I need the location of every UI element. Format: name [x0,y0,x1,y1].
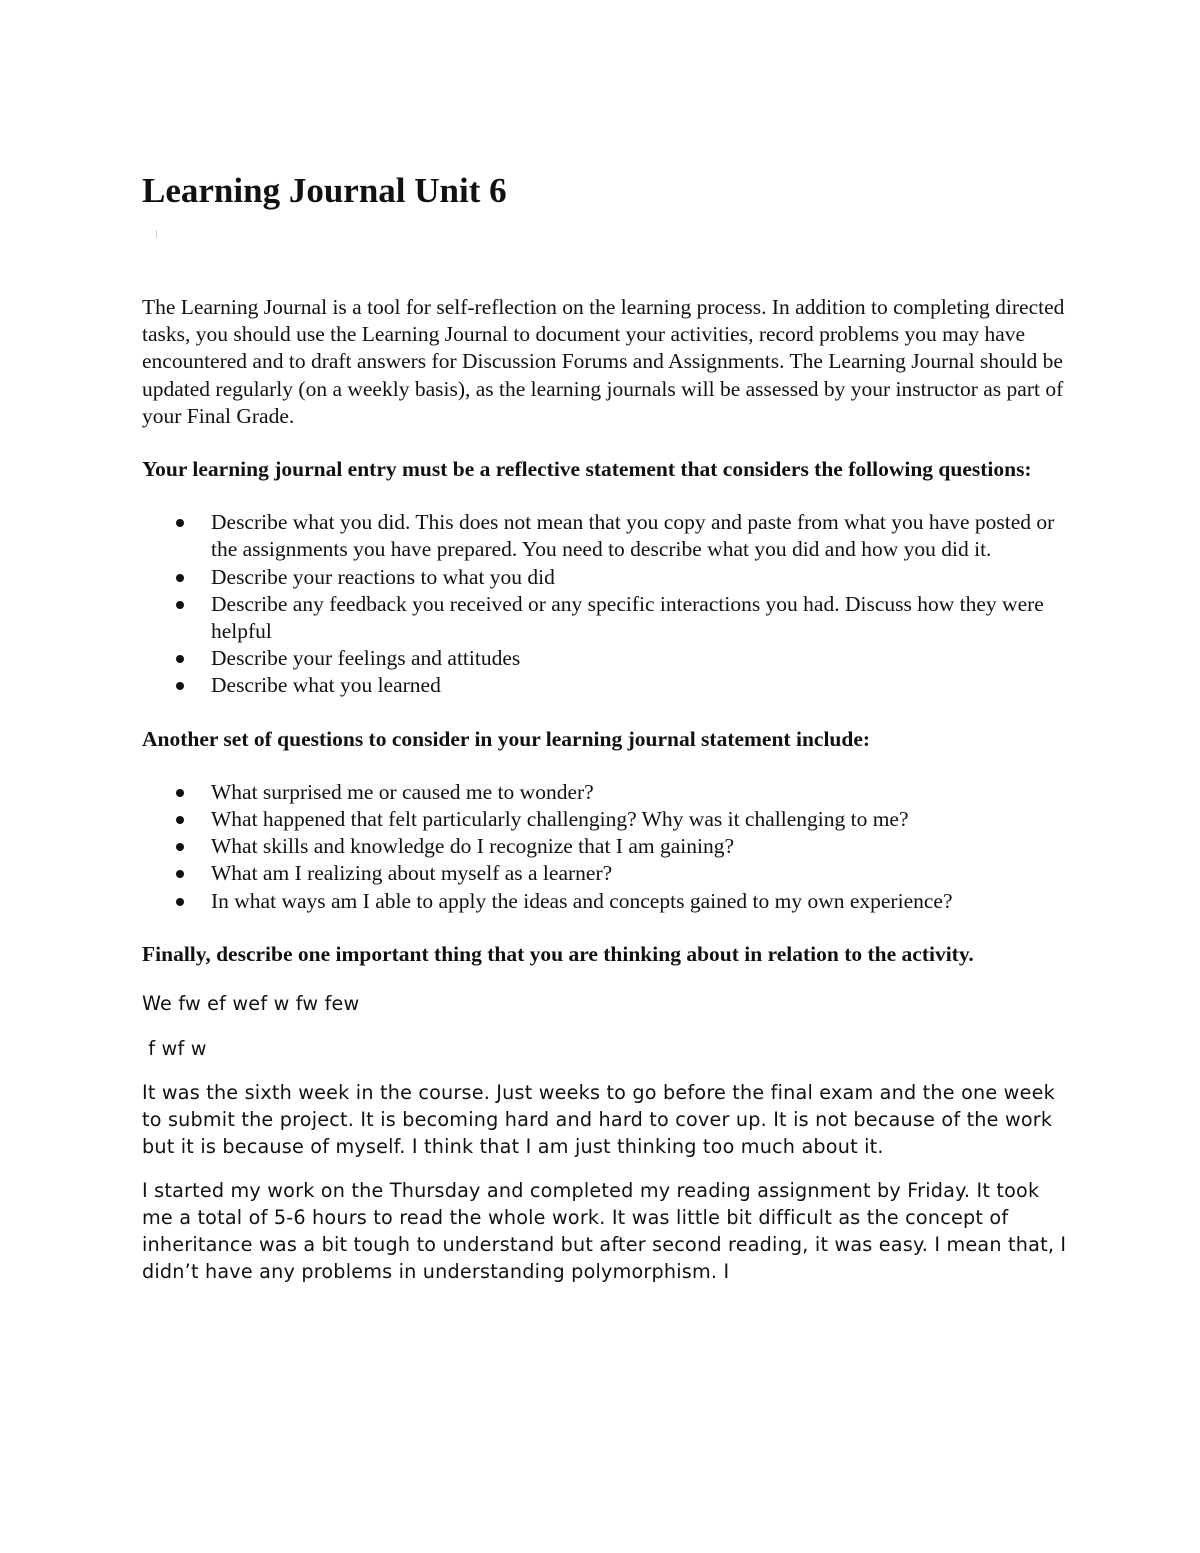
list-item-text: Describe what you learned [211,673,441,698]
bullet-icon [176,870,184,878]
entry-line-2: f wf w [142,1037,207,1061]
list-item-text: In what ways am I able to apply the ideas and concepts gained to my own experience? [211,888,953,913]
bullet-icon [176,574,184,582]
list-item [142,672,1072,699]
section-1-heading: Your learning journal entry must be a reflective statement that considers the following questions: [142,457,1032,482]
section-2-list [142,779,1072,915]
list-item [142,888,1072,915]
bullet-icon [176,655,184,663]
list-item-text: What surprised me or caused me to wonder? [211,779,594,804]
list-item [142,564,1072,591]
list-item [142,779,1072,806]
list-item-text: What happened that felt particularly challenging? Why was it challenging to me? [211,807,909,832]
document-title: Learning Journal Unit 6 [142,171,507,210]
bullet-icon [176,789,184,797]
section-2-heading: Another set of questions to consider in your learning journal statement include: [142,726,871,751]
bullet-icon [176,843,184,851]
list-item [142,591,1072,645]
entry-line-1: We fw ef wef w fw few [142,992,360,1016]
section-1-list [142,509,1072,699]
bullet-icon [176,519,184,527]
list-item-text: What skills and knowledge do I recognize that I am gaining? [211,834,735,859]
list-item-text: Describe any feedback you received or any specific interactions you had. Discuss how they were helpful [211,591,1044,644]
list-item-text: What am I realizing about myself as a learner? [211,861,613,886]
list-item [142,806,1072,833]
list-item-text: Describe your feelings and attitudes [211,646,521,671]
bullet-icon [176,816,184,824]
bullet-icon [176,898,184,906]
list-item [142,833,1072,860]
list-item-text: Describe what you did. This does not mean that you copy and paste from what you have posted or the assignments you have prepared. You need to describe what you did and how you did it. [211,510,1055,562]
document-body [142,170,1072,1285]
list-item [142,645,1072,672]
list-item [142,509,1072,563]
list-item-text: Describe your reactions to what you did [211,564,555,589]
stray-mark [156,230,157,238]
list-item [142,860,1072,887]
bullet-icon [176,601,184,609]
final-prompt-heading: Finally, describe one important thing that you are thinking about in relation to the activity. [142,941,974,966]
entry-paragraph-2: I started my work on the Thursday and completed my reading assignment by Friday. It took me a total of 5-6 hours to read the whole work. It was little bit difficult as the concept of inheritance was a bit tough to understand but after second reading, it was easy. I mean that, I didn’t have any problems in understanding polymorphism. I [142,1179,1067,1284]
intro-paragraph: The Learning Journal is a tool for self-reflection on the learning process. In addition to completing directed tasks, you should use the Learning Journal to document your activities, record problems you may have encountered and to draft answers for Discussion Forums and Assignments. The Learning Journal should be updated regularly (on a weekly basis), as the learning journals will be assessed by your instructor as part of your Final Grade. [142,295,1065,428]
bullet-icon [176,682,184,690]
entry-paragraph-1: It was the sixth week in the course. Just weeks to go before the final exam and the one week to submit the project. It is becoming hard and hard to cover up. It is not because of the work but it is because of myself. I think that I am just thinking too much about it. [142,1081,1055,1159]
